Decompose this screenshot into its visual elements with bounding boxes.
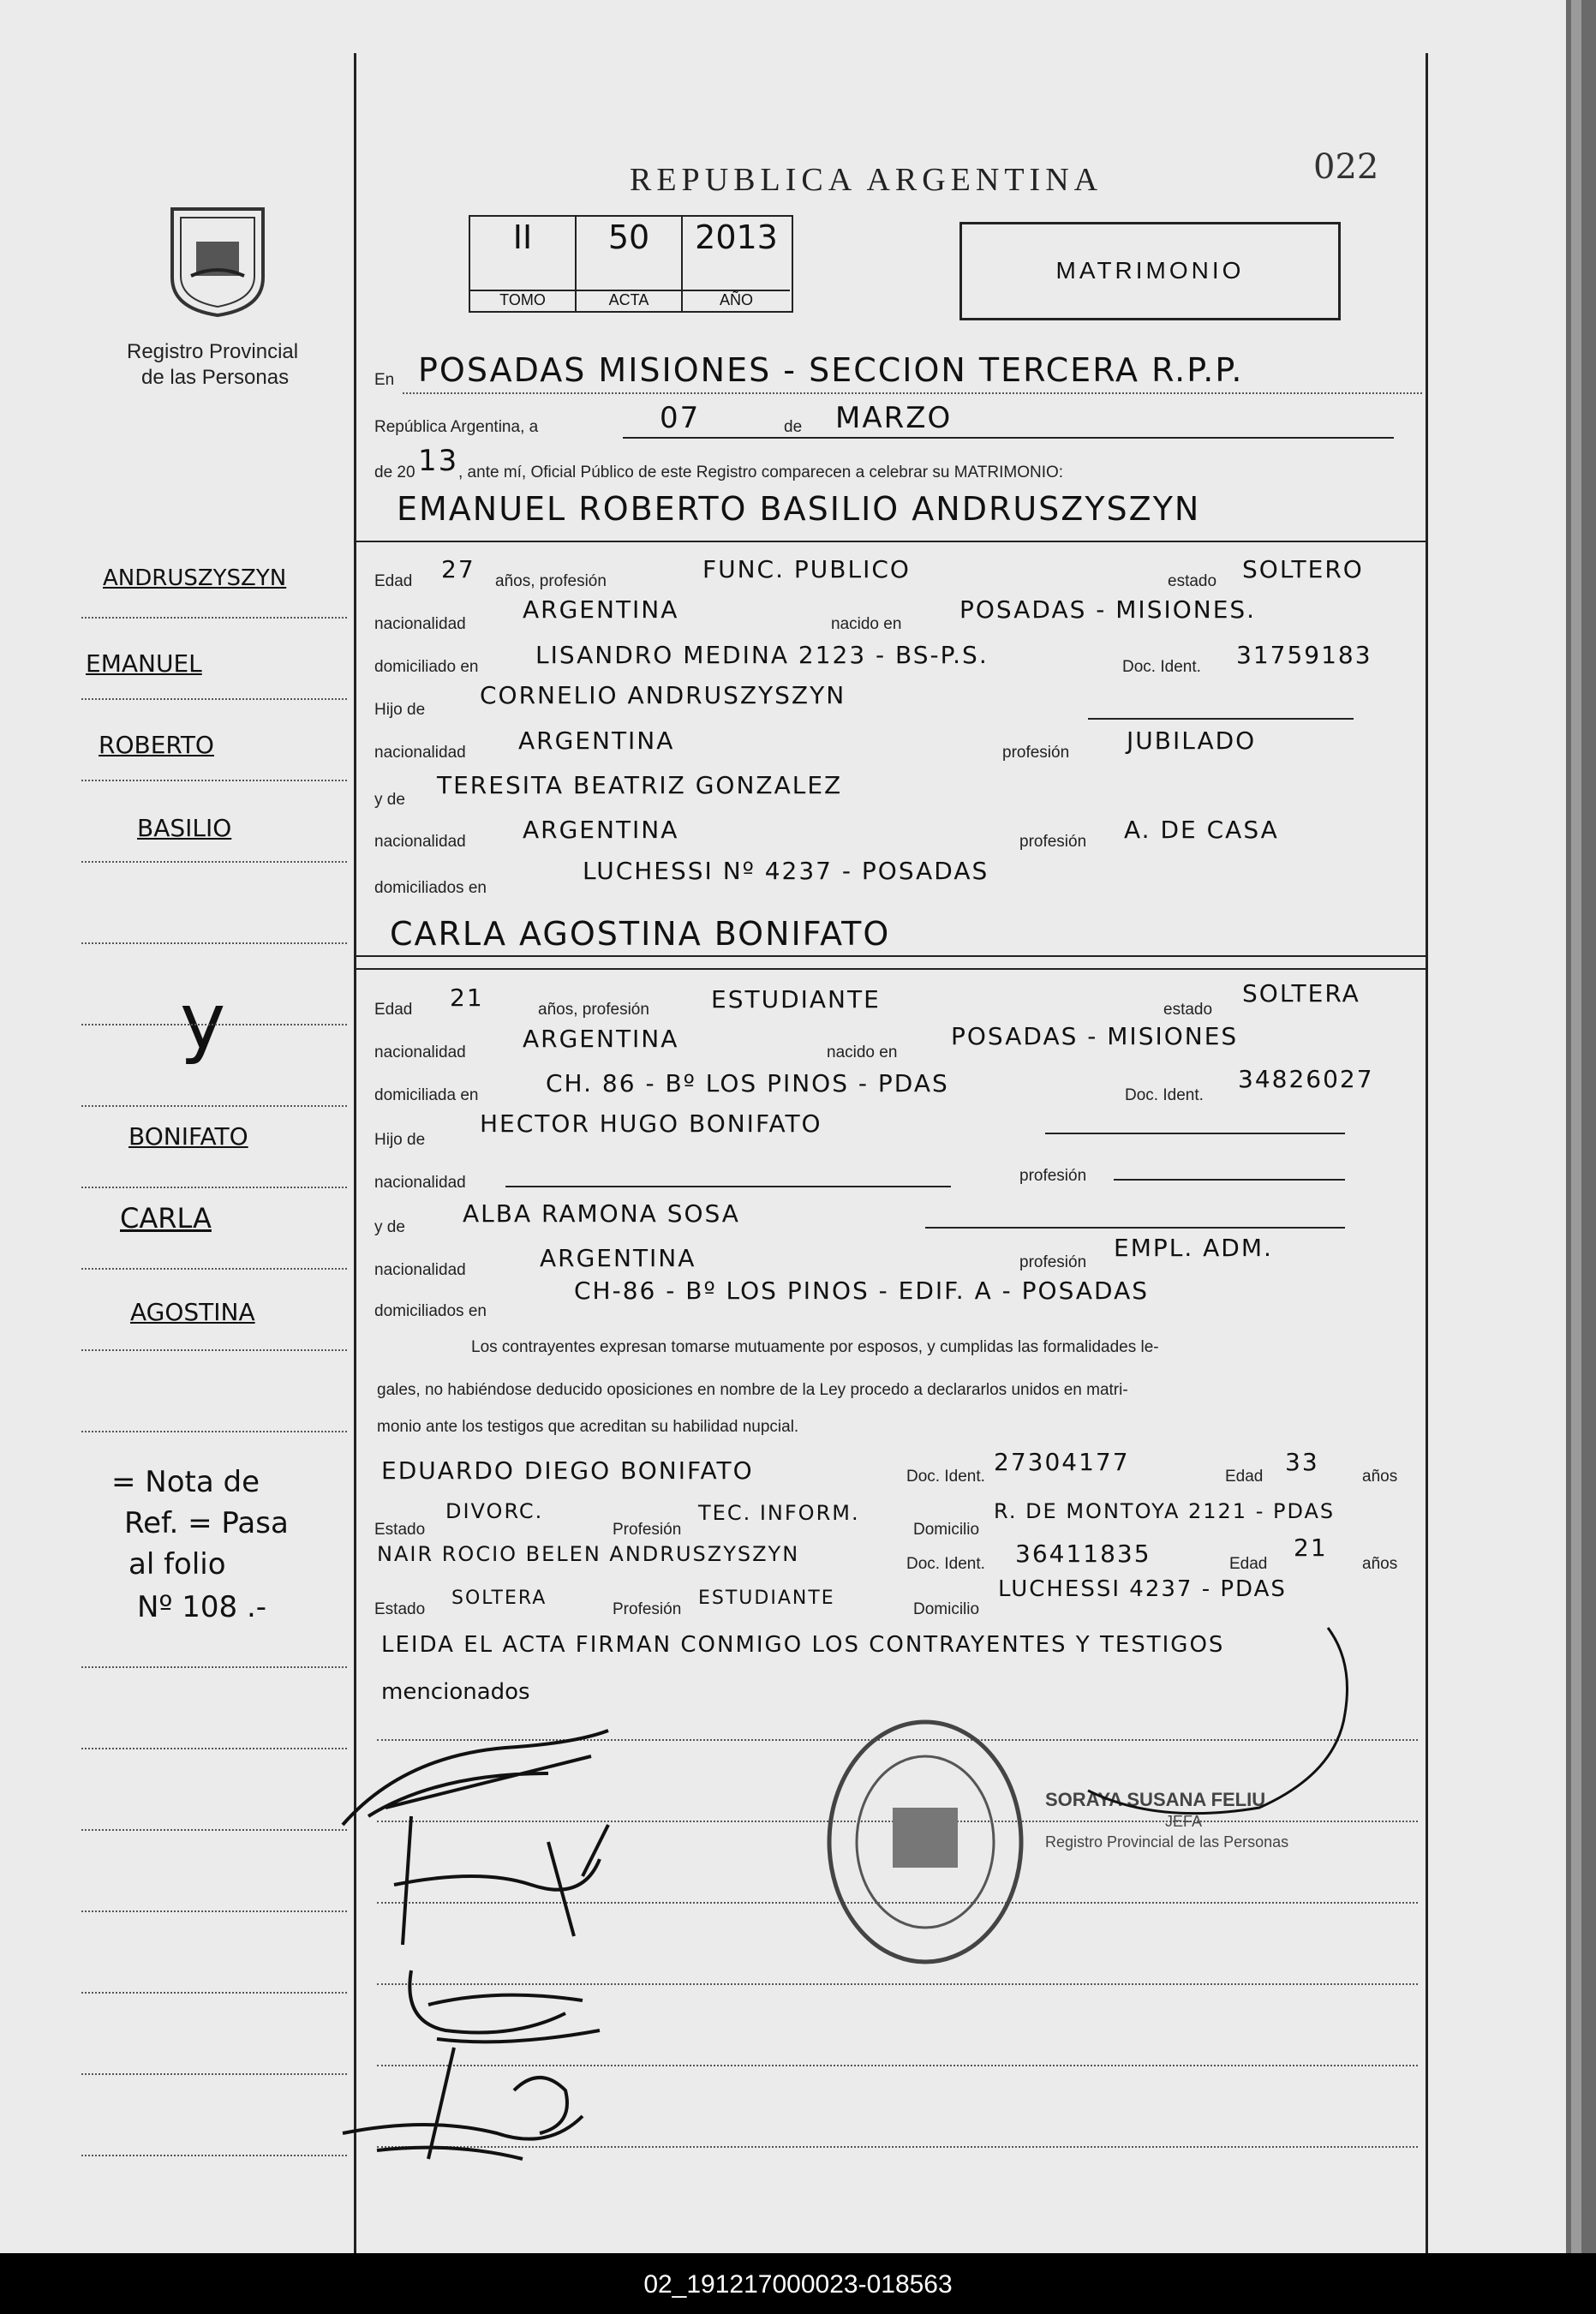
groom-profession: FUNC. PUBLICO: [702, 555, 911, 583]
tomo-value: II: [512, 218, 533, 256]
anos-profesion-label: años, profesión: [538, 1001, 649, 1019]
groom-father-nationality: ARGENTINA: [518, 726, 675, 755]
edad-label: Edad: [1225, 1468, 1264, 1486]
profesion-label: Profesión: [613, 1521, 682, 1539]
bride-status: SOLTERA: [1242, 979, 1360, 1008]
registration-number-box: [469, 215, 793, 313]
domiciliados-label: domiciliados en: [374, 879, 487, 897]
right-margin-rule: [1426, 53, 1428, 2253]
domicilio-label: Domicilio: [913, 1521, 980, 1539]
y-de-label: y de: [374, 791, 405, 809]
witness2-name: NAIR ROCIO BELEN ANDRUSZYSZYN: [377, 1542, 800, 1566]
acta-label: ACTA: [577, 290, 681, 309]
ano-label: AÑO: [683, 290, 790, 309]
profesion-label: Profesión: [613, 1600, 682, 1618]
margin-groom-name2: ROBERTO: [99, 731, 214, 759]
margin-note-line2: Ref. = Pasa: [124, 1506, 289, 1540]
bride-father: HECTOR HUGO BONIFATO: [480, 1109, 822, 1138]
signature-bride: [377, 1808, 634, 1953]
declaration-line2: gales, no habiéndose deducido oposiciones en nombre de la Ley procedo a declararlos unidos en matri-: [377, 1381, 1128, 1399]
nacionalidad-label: nacionalidad: [374, 1261, 466, 1279]
doc-type-label: MATRIMONIO: [1055, 257, 1245, 284]
registry-name-line2: de las Personas: [141, 366, 290, 389]
signature-officer: [985, 1611, 1396, 1816]
edad-label: Edad: [374, 1001, 413, 1019]
groom-age: 27: [441, 555, 475, 583]
year-suffix: 13: [418, 444, 459, 478]
estado-label: estado: [1168, 572, 1217, 590]
groom-nationality: ARGENTINA: [523, 595, 679, 624]
doc-type-box: [959, 222, 1341, 320]
profesion-label: profesión: [1019, 1253, 1087, 1271]
bride-doc: 34826027: [1238, 1065, 1374, 1093]
de-label: de: [784, 418, 803, 436]
bride-age: 21: [450, 984, 484, 1012]
bride-address: CH. 86 - Bº LOS PINOS - PDAS: [546, 1069, 949, 1097]
bride-mother-profession: EMPL. ADM.: [1114, 1234, 1273, 1262]
hijo-de-label: Hijo de: [374, 701, 426, 719]
edad-label: Edad: [1229, 1555, 1268, 1573]
bride-birthplace: POSADAS - MISIONES: [951, 1022, 1239, 1050]
margin-bride-name2: AGOSTINA: [130, 1298, 255, 1326]
bride-name: CARLA AGOSTINA BONIFATO: [390, 915, 891, 953]
witness1-address: R. DE MONTOYA 2121 - PDAS: [994, 1499, 1336, 1523]
margin-note-line1: = Nota de: [111, 1465, 260, 1499]
nacionalidad-label: nacionalidad: [374, 615, 466, 633]
witness2-profession: ESTUDIANTE: [698, 1588, 835, 1609]
groom-address: LISANDRO MEDINA 2123 - BS-P.S.: [535, 641, 989, 669]
margin-note-line3: al folio: [129, 1547, 226, 1582]
en-label: En: [374, 371, 395, 389]
bride-mother-nationality: ARGENTINA: [540, 1244, 696, 1272]
domiciliados-label: domiciliados en: [374, 1302, 487, 1320]
groom-mother-profession: A. DE CASA: [1124, 816, 1279, 844]
hijo-de-label: Hijo de: [374, 1131, 426, 1149]
groom-parents-address: LUCHESSI Nº 4237 - POSADAS: [583, 857, 989, 885]
groom-name: EMANUEL ROBERTO BASILIO ANDRUSZYSZYN: [397, 490, 1201, 528]
page-edge: [1566, 0, 1596, 2253]
groom-status: SOLTERO: [1242, 555, 1364, 583]
nacido-label: nacido en: [831, 615, 902, 633]
witness1-age: 33: [1285, 1448, 1319, 1476]
doc-ident-label: Doc. Ident.: [1122, 658, 1201, 676]
witness1-status: DIVORC.: [445, 1499, 544, 1523]
acta-value: 50: [607, 218, 650, 256]
closing-line1: LEIDA EL ACTA FIRMAN CONMIGO LOS CONTRAYENTES Y TESTIGOS: [381, 1632, 1225, 1658]
groom-doc: 31759183: [1236, 641, 1372, 669]
domiciliado-label: domiciliado en: [374, 658, 479, 676]
witness1-doc: 27304177: [994, 1448, 1130, 1476]
margin-groom-name1: EMANUEL: [86, 649, 202, 678]
groom-mother: TERESITA BEATRIZ GONZALEZ: [437, 771, 843, 799]
margin-conjunction: y: [180, 977, 228, 1067]
footer-strip: [0, 2253, 1596, 2314]
witness2-status: SOLTERA: [451, 1588, 547, 1609]
doc-ident-label: Doc. Ident.: [906, 1468, 985, 1486]
signature-witness2: [326, 2039, 608, 2168]
registry-name-line1: Registro Provincial: [127, 340, 299, 363]
nacionalidad-label: nacionalidad: [374, 744, 466, 762]
estado-label: Estado: [374, 1521, 426, 1539]
statement: , ante mí, Oficial Público de este Registro comparecen a celebrar su MATRIMONIO:: [458, 463, 1064, 481]
witness2-age: 21: [1294, 1534, 1328, 1562]
edad-label: Edad: [374, 572, 413, 590]
republica-label: República Argentina, a: [374, 418, 539, 436]
margin-groom-surname: ANDRUSZYSZYN: [103, 565, 287, 591]
domicilio-label: Domicilio: [913, 1600, 980, 1618]
groom-birthplace: POSADAS - MISIONES.: [959, 595, 1257, 624]
bride-nationality: ARGENTINA: [523, 1025, 679, 1053]
officer-office: Registro Provincial de las Personas: [1045, 1833, 1289, 1851]
ano-value: 2013: [695, 218, 778, 256]
profesion-label: profesión: [1019, 1167, 1087, 1185]
nacido-label: nacido en: [827, 1043, 898, 1061]
domiciliada-label: domiciliada en: [374, 1086, 479, 1104]
nacionalidad-label: nacionalidad: [374, 1174, 466, 1192]
bride-profession: ESTUDIANTE: [711, 985, 881, 1013]
groom-father-profession: JUBILADO: [1127, 726, 1257, 755]
declaration-line1: Los contrayentes expresan tomarse mutuamente por esposos, y cumplidas las formalidades le-: [471, 1338, 1159, 1356]
bride-parents-address: CH-86 - Bº LOS PINOS - EDIF. A - POSADAS: [574, 1277, 1150, 1305]
doc-ident-label: Doc. Ident.: [1125, 1086, 1204, 1104]
closing-line2: mencionados: [381, 1679, 530, 1705]
page-number: 022: [1313, 147, 1379, 187]
profesion-label: profesión: [1019, 833, 1087, 851]
declaration-line3: monio ante los testigos que acreditan su habilidad nupcial.: [377, 1418, 799, 1436]
misiones-emblem: [165, 204, 270, 319]
y-de-label: y de: [374, 1218, 405, 1236]
estado-label: estado: [1163, 1001, 1213, 1019]
margin-groom-name3: BASILIO: [137, 814, 232, 842]
anos-profesion-label: años, profesión: [495, 572, 607, 590]
officer-name: SORAYA SUSANA FELIU: [1045, 1789, 1266, 1810]
groom-father: CORNELIO ANDRUSZYSZYN: [480, 681, 846, 709]
month: MARZO: [835, 401, 953, 435]
profesion-label: profesión: [1002, 744, 1070, 762]
margin-bride-name1: CARLA: [120, 1202, 212, 1235]
bride-mother: ALBA RAMONA SOSA: [463, 1199, 740, 1228]
estado-label: Estado: [374, 1600, 426, 1618]
tomo-label: TOMO: [470, 290, 575, 309]
day: 07: [660, 401, 701, 435]
anos-label: años: [1362, 1555, 1398, 1573]
doc-ident-label: Doc. Ident.: [906, 1555, 985, 1573]
year-prefix: de 20: [374, 463, 415, 481]
margin-note-line4: Nº 108 .-: [137, 1590, 267, 1624]
anos-label: años: [1362, 1468, 1398, 1486]
officer-title: JEFA: [1165, 1813, 1203, 1830]
country-title: REPUBLICA ARGENTINA: [630, 162, 1103, 198]
margin-bride-surname: BONIFATO: [129, 1122, 248, 1151]
left-margin-rule: [354, 53, 356, 2253]
witness1-profession: TEC. INFORM.: [698, 1501, 860, 1525]
groom-mother-nationality: ARGENTINA: [523, 816, 679, 844]
place: POSADAS MISIONES - SECCION TERCERA R.P.P.: [418, 351, 1244, 389]
document-code: 02_191217000023-018563: [643, 2270, 953, 2299]
witness2-address: LUCHESSI 4237 - PDAS: [998, 1576, 1287, 1602]
nacionalidad-label: nacionalidad: [374, 833, 466, 851]
witness1-name: EDUARDO DIEGO BONIFATO: [381, 1456, 754, 1485]
witness2-doc: 36411835: [1015, 1540, 1151, 1568]
nacionalidad-label: nacionalidad: [374, 1043, 466, 1061]
